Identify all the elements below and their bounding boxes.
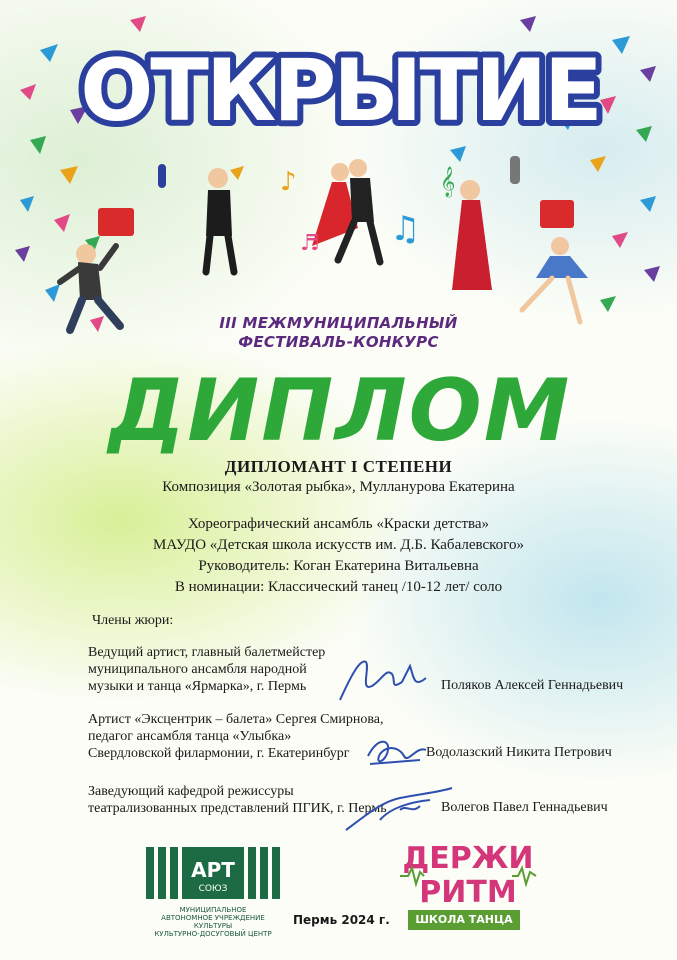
festival-subtitle-line1: III МЕЖМУНИЦИПАЛЬНЫЙ — [219, 314, 458, 332]
award-nomination: В номинации: Классический танец /10-12 лет/ соло — [174, 579, 503, 595]
award-school: МАУДО «Детская школа искусств им. Д.Б. Кабалевского» — [153, 537, 524, 553]
award-composition: Композиция «Золотая рыбка», Мулланурова Екатерина — [162, 479, 515, 495]
jury-heading: Члены жюри: — [92, 613, 174, 628]
couple-dancers-icon — [312, 159, 380, 262]
music-note-icon: ♫ — [390, 209, 421, 249]
svg-text:СОЮЗ: СОЮЗ — [198, 884, 228, 894]
festival-title-text: ОТКРЫТИЕ — [80, 41, 600, 141]
jury-position-line: музыки и танца «Ярмарка», г. Пермь — [88, 679, 307, 694]
diploma-title-text: ДИПЛОМ — [108, 361, 572, 461]
festival-subtitle-line2: ФЕСТИВАЛЬ-КОНКУРС — [238, 333, 439, 351]
jury-member-3-name: Волегов Павел Геннадьевич — [441, 800, 608, 815]
singer-man-icon — [158, 164, 234, 272]
jury-position-line: Артист «Эксцентрик – балета» Сергея Смирнова, — [88, 712, 384, 727]
music-note-icon: ♬ — [300, 231, 320, 256]
signature-2-icon — [360, 726, 440, 776]
jury-position-line: Свердловской филармонии, г. Екатеринбург — [88, 746, 350, 761]
signature-1-icon — [330, 648, 440, 708]
jury-position-line: театрализованных представлений ПГИК, г. Пермь — [88, 801, 387, 816]
award-leader: Руководитель: Коган Екатерина Витальевна — [198, 558, 479, 574]
music-note-icon: ♪ — [280, 167, 297, 197]
dancer-boy-icon — [60, 208, 134, 330]
jury-member-2-name: Водолазский Никита Петрович — [426, 745, 612, 760]
jury-member-1-name: Поляков Алексей Геннадьевич — [441, 678, 624, 693]
signature-3-icon — [340, 780, 460, 840]
svg-text:АРТ: АРТ — [191, 858, 235, 882]
jury-position-line: муниципального ансамбля народной — [88, 662, 307, 677]
city-year: Пермь 2024 г. — [293, 913, 390, 927]
award-degree: ДИПЛОМАНТ I СТЕПЕНИ — [224, 457, 453, 476]
derzhi-ritm-logo — [398, 836, 538, 910]
award-ensemble: Хореографический ансамбль «Краски детства» — [187, 516, 490, 532]
svg-text:РИТМ: РИТМ — [419, 875, 517, 910]
dance-school-ribbon: ШКОЛА ТАНЦА — [408, 910, 520, 930]
treble-clef-icon: 𝄞 — [440, 167, 456, 197]
jury-position-line: Ведущий артист, главный балетмейстер — [88, 645, 326, 660]
jury-member-2-position — [88, 711, 383, 762]
festival-title — [80, 38, 600, 141]
jury-member-1-position — [88, 644, 325, 695]
jury-position-line: Заведующий кафедрой режиссуры — [88, 784, 294, 799]
art-union-logo — [146, 843, 280, 903]
jury-position-line: педагог ансамбля танца «Улыбка» — [88, 729, 292, 744]
diploma-title — [108, 352, 572, 461]
art-union-org-name: МУНИЦИПАЛЬНОЕ АВТОНОМНОЕ УЧРЕЖДЕНИЕ КУЛЬТУРЫ КУЛЬТУРНО-ДОСУГОВЫЙ ЦЕНТР — [154, 906, 272, 938]
svg-text:ДЕРЖИ: ДЕРЖИ — [402, 841, 534, 876]
singer-woman-icon — [452, 156, 520, 290]
ballerina-icon — [522, 200, 588, 322]
